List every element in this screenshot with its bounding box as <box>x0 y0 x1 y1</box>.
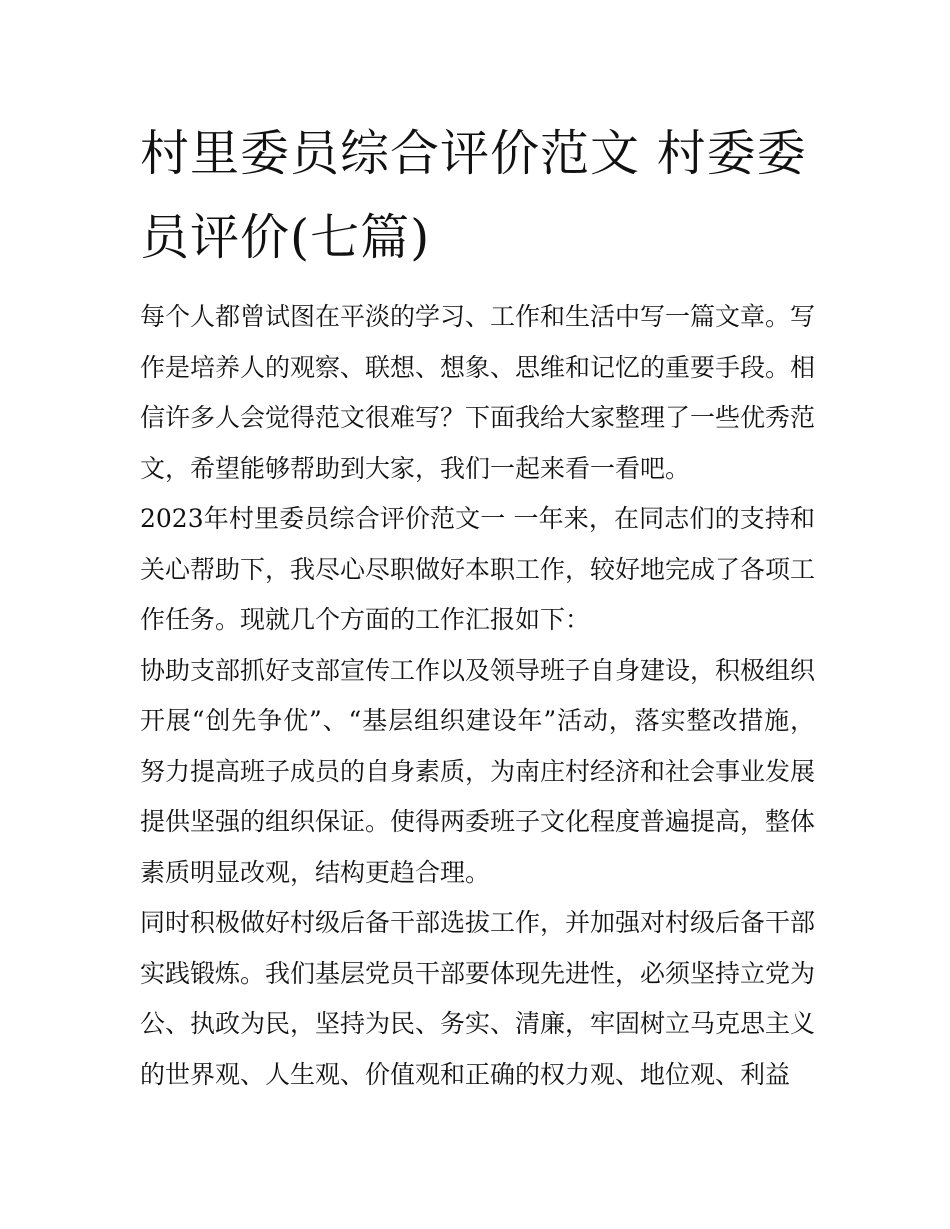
document-page <box>140 112 815 1100</box>
paragraph-cadre-selection: 同时积极做好村级后备干部选拔工作，并加强对村级后备干部实践锻炼。我们基层党员干部要体现先进性，必须坚持立党为公、执政为民，坚持为民、务实、清廉，牢固树立马克思主义的世界观、人生观、价值观和正确的权力观、地位观、利益 <box>140 908 816 1089</box>
document-title: 村里委员综合评价范文 村委委员评价(七篇) <box>140 125 807 266</box>
paragraph-party-building: 协助支部抓好支部宣传工作以及领导班子自身建设，积极组织开展“创先争优”、“基层组织建设年”活动，落实整改措施，努力提高班子成员的自身素质，为南庄村经济和社会事业发展提供坚强的组织保证。使得两委班子文化程度普遍提高，整体素质明显改观，结构更趋合理。 <box>140 655 816 887</box>
paragraph-sample-one: 2023年村里委员综合评价范文一 一年来，在同志们的支持和关心帮助下，我尽心尽职做好本职工作，较好地完成了各项工作任务。现就几个方面的工作汇报如下： <box>140 504 816 634</box>
paragraph-intro: 每个人都曾试图在平淡的学习、工作和生活中写一篇文章。写作是培养人的观察、联想、想象、思维和记忆的重要手段。相信许多人会觉得范文很难写？下面我给大家整理了一些优秀范文，希望能够帮助到大家，我们一起来看一看吧。 <box>140 302 816 483</box>
